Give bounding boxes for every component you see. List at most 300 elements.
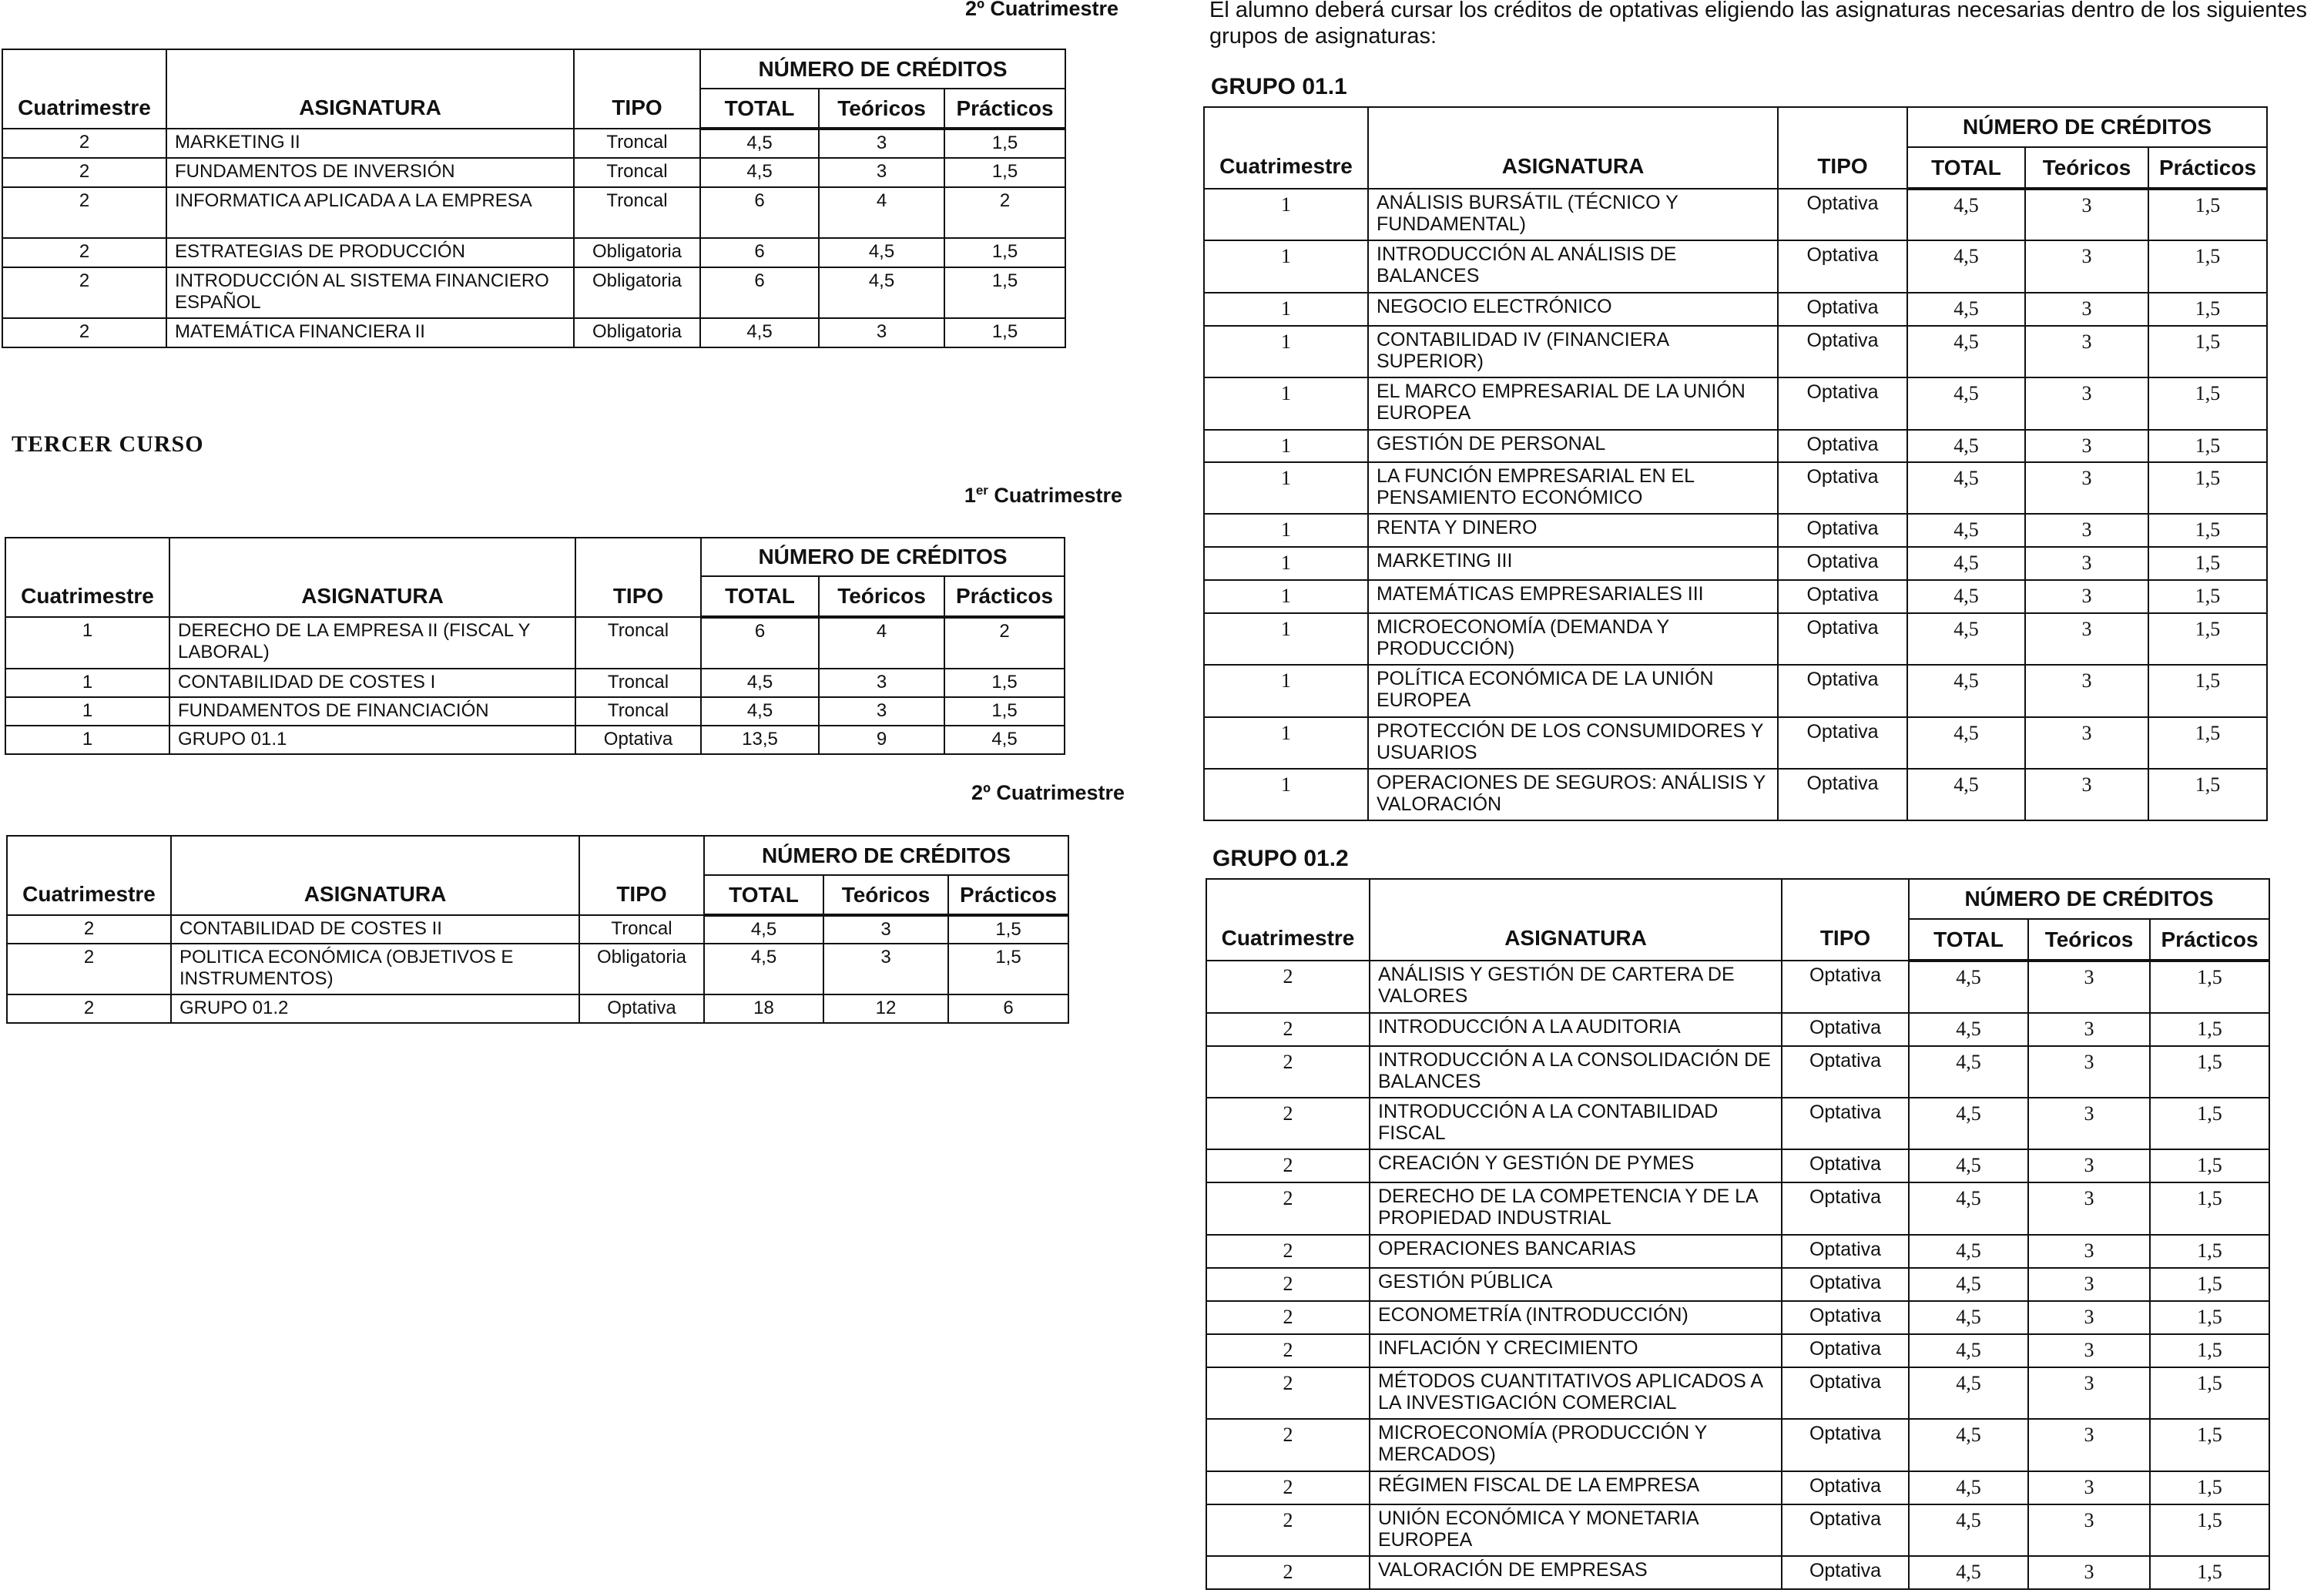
tipo-cell: Optativa	[579, 994, 704, 1023]
table-row	[1206, 1182, 2269, 1235]
practicos-cell: 1,5	[2148, 240, 2267, 293]
teoricos-cell: 3	[2028, 1268, 2150, 1301]
asignatura-cell: OPERACIONES DE SEGUROS: ANÁLISIS Y VALORACIÓN	[1368, 769, 1778, 820]
table-row	[2, 158, 1065, 187]
teoricos-cell: 3	[2028, 1182, 2150, 1235]
group-title-01-2: GRUPO 01.2	[1212, 846, 1349, 871]
table-row	[5, 726, 1065, 754]
col-header-total: TOTAL	[700, 89, 819, 129]
total-cell: 4,5	[1907, 430, 2025, 462]
tipo-cell: Optativa	[1782, 1334, 1909, 1367]
table-row	[1206, 1149, 2269, 1182]
table-row	[1204, 514, 2267, 547]
sem-superscript: er	[975, 483, 988, 498]
table-row	[2, 318, 1065, 347]
table-row	[1204, 189, 2267, 240]
cuatrimestre-cell: 2	[1206, 1268, 1370, 1301]
table-grupo-01-1	[1203, 106, 2268, 821]
asignatura-cell: OPERACIONES BANCARIAS	[1370, 1235, 1782, 1268]
total-cell: 4,5	[1907, 514, 2025, 547]
col-header-total: TOTAL	[704, 875, 823, 915]
tipo-cell: Optativa	[575, 726, 701, 754]
practicos-cell: 1,5	[944, 669, 1065, 697]
practicos-cell: 1,5	[948, 944, 1068, 994]
teoricos-cell: 9	[819, 726, 944, 754]
practicos-cell: 1,5	[2150, 1301, 2269, 1334]
tipo-cell: Optativa	[1782, 1235, 1909, 1268]
practicos-cell: 1,5	[2148, 293, 2267, 326]
practicos-cell: 1,5	[2148, 580, 2267, 613]
table-row	[7, 994, 1068, 1023]
teoricos-cell: 3	[2025, 430, 2148, 462]
practicos-cell: 1,5	[2148, 717, 2267, 769]
table-row	[2, 238, 1065, 267]
tipo-cell: Obligatoria	[579, 944, 704, 994]
total-cell: 4,5	[1907, 547, 2025, 580]
section-heading-segundo-cuatrimestre: 2º Cuatrimestre	[965, 0, 1118, 20]
table-row	[1204, 547, 2267, 580]
practicos-cell: 1,5	[2150, 1419, 2269, 1471]
total-cell: 4,5	[1907, 580, 2025, 613]
total-cell: 4,5	[1909, 1556, 2028, 1589]
course-heading: TERCER CURSO	[12, 431, 204, 457]
col-header-tipo: TIPO	[574, 49, 700, 129]
teoricos-cell: 3	[823, 944, 948, 994]
table-row	[1206, 1504, 2269, 1556]
tipo-cell: Optativa	[1778, 717, 1907, 769]
cuatrimestre-cell: 1	[1204, 769, 1368, 820]
practicos-cell: 1,5	[2150, 1334, 2269, 1367]
table-row	[2, 129, 1065, 158]
total-cell: 4,5	[1909, 1367, 2028, 1419]
total-cell: 4,5	[1909, 1098, 2028, 1149]
tipo-cell: Troncal	[579, 915, 704, 944]
col-header-creditos: NÚMERO DE CRÉDITOS	[700, 49, 1065, 89]
tipo-cell: Optativa	[1782, 1182, 1909, 1235]
cuatrimestre-cell: 2	[1206, 1182, 1370, 1235]
cuatrimestre-cell: 2	[1206, 1556, 1370, 1589]
teoricos-cell: 3	[823, 915, 948, 944]
asignatura-cell: FUNDAMENTOS DE INVERSIÓN	[166, 158, 574, 187]
sem-number: 1	[964, 484, 976, 507]
practicos-cell: 1,5	[2150, 1235, 2269, 1268]
total-cell: 4,5	[1907, 613, 2025, 665]
total-cell: 4,5	[700, 158, 819, 187]
col-header-total: TOTAL	[1907, 147, 2025, 189]
asignatura-cell: ANÁLISIS BURSÁTIL (TÉCNICO Y FUNDAMENTAL)	[1368, 189, 1778, 240]
tipo-cell: Optativa	[1782, 1149, 1909, 1182]
total-cell: 4,5	[700, 129, 819, 158]
asignatura-cell: POLÍTICA ECONÓMICA DE LA UNIÓN EUROPEA	[1368, 665, 1778, 717]
col-header-asignatura: ASIGNATURA	[1368, 107, 1778, 189]
section-heading-primer-cuatrimestre	[964, 483, 1122, 508]
teoricos-cell: 3	[2028, 1419, 2150, 1471]
asignatura-cell: CREACIÓN Y GESTIÓN DE PYMES	[1370, 1149, 1782, 1182]
teoricos-cell: 3	[2025, 717, 2148, 769]
total-cell: 4,5	[1909, 961, 2028, 1013]
table-row	[5, 617, 1065, 669]
table-tercer-curso-1-cuatrimestre	[5, 537, 1065, 755]
asignatura-cell: FUNDAMENTOS DE FINANCIACIÓN	[169, 697, 575, 726]
asignatura-cell: ESTRATEGIAS DE PRODUCCIÓN	[166, 238, 574, 267]
tipo-cell: Troncal	[574, 129, 700, 158]
tipo-cell: Optativa	[1782, 1367, 1909, 1419]
asignatura-cell: INFLACIÓN Y CRECIMIENTO	[1370, 1334, 1782, 1367]
col-header-practicos: Prácticos	[944, 576, 1065, 617]
asignatura-cell: MATEMÁTICA FINANCIERA II	[166, 318, 574, 347]
teoricos-cell: 4,5	[819, 267, 944, 318]
cuatrimestre-cell: 1	[5, 697, 169, 726]
table-row	[1204, 430, 2267, 462]
teoricos-cell: 3	[819, 318, 944, 347]
tipo-cell: Obligatoria	[574, 238, 700, 267]
col-header-practicos: Prácticos	[944, 89, 1065, 129]
tipo-cell: Troncal	[574, 158, 700, 187]
asignatura-cell: INTRODUCCIÓN AL ANÁLISIS DE BALANCES	[1368, 240, 1778, 293]
cuatrimestre-cell: 2	[7, 944, 171, 994]
teoricos-cell: 12	[823, 994, 948, 1023]
cuatrimestre-cell: 2	[2, 318, 166, 347]
tipo-cell: Optativa	[1778, 293, 1907, 326]
total-cell: 4,5	[1909, 1268, 2028, 1301]
tipo-cell: Optativa	[1782, 1419, 1909, 1471]
col-header-cuatrimestre: Cuatrimestre	[1206, 879, 1370, 961]
col-header-practicos: Prácticos	[948, 875, 1068, 915]
practicos-cell: 1,5	[2148, 613, 2267, 665]
teoricos-cell: 3	[2028, 1334, 2150, 1367]
asignatura-cell: INFORMATICA APLICADA A LA EMPRESA	[166, 187, 574, 238]
cuatrimestre-cell: 2	[2, 129, 166, 158]
cuatrimestre-cell: 2	[1206, 1334, 1370, 1367]
practicos-cell: 1,5	[944, 129, 1065, 158]
asignatura-cell: ECONOMETRÍA (INTRODUCCIÓN)	[1370, 1301, 1782, 1334]
teoricos-cell: 3	[2028, 1046, 2150, 1098]
practicos-cell: 1,5	[2150, 1471, 2269, 1504]
cuatrimestre-cell: 1	[5, 617, 169, 669]
total-cell: 4,5	[1909, 1301, 2028, 1334]
asignatura-cell: GRUPO 01.1	[169, 726, 575, 754]
col-header-creditos: NÚMERO DE CRÉDITOS	[1909, 879, 2269, 919]
total-cell: 4,5	[701, 697, 819, 726]
asignatura-cell: NEGOCIO ELECTRÓNICO	[1368, 293, 1778, 326]
sem-text: Cuatrimestre	[988, 484, 1122, 507]
asignatura-cell: DERECHO DE LA COMPETENCIA Y DE LA PROPIEDAD INDUSTRIAL	[1370, 1182, 1782, 1235]
group-title-01-1: GRUPO 01.1	[1211, 74, 1347, 99]
teoricos-cell: 3	[2028, 961, 2150, 1013]
asignatura-cell: POLITICA ECONÓMICA (OBJETIVOS E INSTRUMENTOS)	[171, 944, 579, 994]
tipo-cell: Optativa	[1778, 377, 1907, 430]
cuatrimestre-cell: 1	[1204, 189, 1368, 240]
tipo-cell: Troncal	[575, 617, 701, 669]
col-header-teoricos: Teóricos	[819, 89, 944, 129]
teoricos-cell: 4	[819, 617, 944, 669]
cuatrimestre-cell: 2	[1206, 1367, 1370, 1419]
col-header-tipo: TIPO	[1782, 879, 1909, 961]
total-cell: 4,5	[1909, 1149, 2028, 1182]
col-header-asignatura: ASIGNATURA	[166, 49, 574, 129]
cuatrimestre-cell: 1	[1204, 293, 1368, 326]
intro-paragraph: El alumno deberá cursar los créditos de optativas eligiendo las asignaturas necesarias dentro de los siguientes grupos de asignaturas:	[1209, 0, 2308, 49]
total-cell: 18	[704, 994, 823, 1023]
asignatura-cell: MATEMÁTICAS EMPRESARIALES III	[1368, 580, 1778, 613]
col-header-asignatura: ASIGNATURA	[171, 836, 579, 915]
practicos-cell: 1,5	[2150, 1504, 2269, 1556]
table-row	[1206, 1334, 2269, 1367]
practicos-cell: 1,5	[944, 158, 1065, 187]
asignatura-cell: CONTABILIDAD IV (FINANCIERA SUPERIOR)	[1368, 326, 1778, 377]
teoricos-cell: 3	[2025, 514, 2148, 547]
asignatura-cell: MARKETING III	[1368, 547, 1778, 580]
teoricos-cell: 3	[2028, 1504, 2150, 1556]
cuatrimestre-cell: 2	[2, 187, 166, 238]
total-cell: 4,5	[1907, 665, 2025, 717]
practicos-cell: 1,5	[2150, 961, 2269, 1013]
teoricos-cell: 3	[2028, 1556, 2150, 1589]
practicos-cell: 2	[944, 187, 1065, 238]
tipo-cell: Optativa	[1782, 1504, 1909, 1556]
teoricos-cell: 3	[2025, 613, 2148, 665]
tipo-cell: Optativa	[1778, 462, 1907, 514]
practicos-cell: 1,5	[944, 697, 1065, 726]
practicos-cell: 1,5	[2150, 1098, 2269, 1149]
teoricos-cell: 4,5	[819, 238, 944, 267]
col-header-creditos: NÚMERO DE CRÉDITOS	[701, 538, 1065, 576]
col-header-tipo: TIPO	[575, 538, 701, 617]
tipo-cell: Troncal	[575, 669, 701, 697]
teoricos-cell: 3	[2028, 1367, 2150, 1419]
cuatrimestre-cell: 2	[7, 915, 171, 944]
tipo-cell: Troncal	[575, 697, 701, 726]
cuatrimestre-cell: 2	[2, 267, 166, 318]
table-row	[1206, 1556, 2269, 1589]
asignatura-cell: EL MARCO EMPRESARIAL DE LA UNIÓN EUROPEA	[1368, 377, 1778, 430]
asignatura-cell: VALORACIÓN DE EMPRESAS	[1370, 1556, 1782, 1589]
total-cell: 4,5	[1909, 1471, 2028, 1504]
cuatrimestre-cell: 1	[1204, 665, 1368, 717]
practicos-cell: 1,5	[2150, 1367, 2269, 1419]
cuatrimestre-cell: 2	[1206, 1235, 1370, 1268]
asignatura-cell: ANÁLISIS Y GESTIÓN DE CARTERA DE VALORES	[1370, 961, 1782, 1013]
table-row	[1204, 580, 2267, 613]
cuatrimestre-cell: 2	[1206, 1149, 1370, 1182]
asignatura-cell: RÉGIMEN FISCAL DE LA EMPRESA	[1370, 1471, 1782, 1504]
table-row	[1204, 717, 2267, 769]
asignatura-cell: UNIÓN ECONÓMICA Y MONETARIA EUROPEA	[1370, 1504, 1782, 1556]
practicos-cell: 1,5	[2150, 1268, 2269, 1301]
total-cell: 13,5	[701, 726, 819, 754]
tipo-cell: Optativa	[1782, 1098, 1909, 1149]
table-row	[5, 697, 1065, 726]
col-header-teoricos: Teóricos	[2025, 147, 2148, 189]
table-row	[2, 267, 1065, 318]
asignatura-cell: LA FUNCIÓN EMPRESARIAL EN EL PENSAMIENTO ECONÓMICO	[1368, 462, 1778, 514]
col-header-practicos: Prácticos	[2150, 919, 2269, 961]
cuatrimestre-cell: 1	[5, 669, 169, 697]
cuatrimestre-cell: 1	[1204, 717, 1368, 769]
asignatura-cell: GESTIÓN PÚBLICA	[1370, 1268, 1782, 1301]
cuatrimestre-cell: 2	[1206, 1419, 1370, 1471]
asignatura-cell: CONTABILIDAD DE COSTES II	[171, 915, 579, 944]
tipo-cell: Optativa	[1782, 1013, 1909, 1046]
asignatura-cell: DERECHO DE LA EMPRESA II (FISCAL Y LABORAL)	[169, 617, 575, 669]
table-row	[7, 915, 1068, 944]
practicos-cell: 6	[948, 994, 1068, 1023]
total-cell: 4,5	[1907, 326, 2025, 377]
practicos-cell: 1,5	[944, 238, 1065, 267]
practicos-cell: 1,5	[2148, 547, 2267, 580]
tipo-cell: Optativa	[1782, 961, 1909, 1013]
col-header-teoricos: Teóricos	[2028, 919, 2150, 961]
table-row	[1204, 613, 2267, 665]
col-header-asignatura: ASIGNATURA	[1370, 879, 1782, 961]
total-cell: 6	[701, 617, 819, 669]
total-cell: 4,5	[701, 669, 819, 697]
asignatura-cell: GRUPO 01.2	[171, 994, 579, 1023]
asignatura-cell: MÉTODOS CUANTITATIVOS APLICADOS A LA INVESTIGACIÓN COMERCIAL	[1370, 1367, 1782, 1419]
teoricos-cell: 4	[819, 187, 944, 238]
total-cell: 4,5	[1909, 1334, 2028, 1367]
practicos-cell: 1,5	[2148, 326, 2267, 377]
practicos-cell: 1,5	[948, 915, 1068, 944]
practicos-cell: 1,5	[2148, 514, 2267, 547]
total-cell: 4,5	[1909, 1419, 2028, 1471]
practicos-cell: 1,5	[2148, 377, 2267, 430]
cuatrimestre-cell: 2	[1206, 1504, 1370, 1556]
section-heading-segundo-cuatrimestre-tercer: 2º Cuatrimestre	[971, 781, 1125, 804]
total-cell: 4,5	[1909, 1013, 2028, 1046]
table-row	[1206, 1013, 2269, 1046]
tipo-cell: Optativa	[1778, 514, 1907, 547]
cuatrimestre-cell: 1	[1204, 514, 1368, 547]
teoricos-cell: 3	[2025, 240, 2148, 293]
table-row	[1204, 293, 2267, 326]
teoricos-cell: 3	[819, 158, 944, 187]
practicos-cell: 1,5	[2148, 665, 2267, 717]
teoricos-cell: 3	[2025, 326, 2148, 377]
cuatrimestre-cell: 1	[1204, 580, 1368, 613]
total-cell: 4,5	[1909, 1046, 2028, 1098]
total-cell: 4,5	[704, 944, 823, 994]
practicos-cell: 1,5	[2148, 462, 2267, 514]
cuatrimestre-cell: 2	[1206, 1013, 1370, 1046]
asignatura-cell: MARKETING II	[166, 129, 574, 158]
teoricos-cell: 3	[2025, 189, 2148, 240]
asignatura-cell: CONTABILIDAD DE COSTES I	[169, 669, 575, 697]
practicos-cell: 1,5	[2150, 1013, 2269, 1046]
total-cell: 4,5	[1909, 1235, 2028, 1268]
table-row	[1206, 1268, 2269, 1301]
tipo-cell: Optativa	[1778, 580, 1907, 613]
tipo-cell: Optativa	[1782, 1268, 1909, 1301]
total-cell: 4,5	[1907, 240, 2025, 293]
practicos-cell: 1,5	[2150, 1556, 2269, 1589]
col-header-creditos: NÚMERO DE CRÉDITOS	[1907, 107, 2267, 147]
total-cell: 4,5	[700, 318, 819, 347]
total-cell: 4,5	[1907, 189, 2025, 240]
cuatrimestre-cell: 2	[1206, 1098, 1370, 1149]
cuatrimestre-cell: 2	[2, 238, 166, 267]
total-cell: 6	[700, 267, 819, 318]
asignatura-cell: RENTA Y DINERO	[1368, 514, 1778, 547]
teoricos-cell: 3	[2025, 547, 2148, 580]
teoricos-cell: 3	[2028, 1098, 2150, 1149]
table-grupo-01-2	[1206, 878, 2270, 1590]
asignatura-cell: INTRODUCCIÓN A LA AUDITORIA	[1370, 1013, 1782, 1046]
practicos-cell: 1,5	[2148, 189, 2267, 240]
tipo-cell: Optativa	[1778, 665, 1907, 717]
table-tercer-curso-2-cuatrimestre	[6, 835, 1069, 1024]
practicos-cell: 1,5	[944, 267, 1065, 318]
tipo-cell: Optativa	[1778, 189, 1907, 240]
col-header-total: TOTAL	[1909, 919, 2028, 961]
teoricos-cell: 3	[819, 669, 944, 697]
table-row	[1206, 1235, 2269, 1268]
teoricos-cell: 3	[2025, 665, 2148, 717]
teoricos-cell: 3	[2028, 1301, 2150, 1334]
practicos-cell: 1,5	[2150, 1046, 2269, 1098]
cuatrimestre-cell: 1	[1204, 547, 1368, 580]
cuatrimestre-cell: 1	[5, 726, 169, 754]
total-cell: 4,5	[1907, 769, 2025, 820]
cuatrimestre-cell: 2	[7, 994, 171, 1023]
table-row	[5, 669, 1065, 697]
teoricos-cell: 3	[2028, 1149, 2150, 1182]
total-cell: 4,5	[1909, 1504, 2028, 1556]
tipo-cell: Obligatoria	[574, 318, 700, 347]
asignatura-cell: GESTIÓN DE PERSONAL	[1368, 430, 1778, 462]
cuatrimestre-cell: 1	[1204, 326, 1368, 377]
table-row	[1204, 665, 2267, 717]
col-header-tipo: TIPO	[579, 836, 704, 915]
col-header-cuatrimestre: Cuatrimestre	[5, 538, 169, 617]
practicos-cell: 1,5	[2150, 1182, 2269, 1235]
teoricos-cell: 3	[2028, 1471, 2150, 1504]
teoricos-cell: 3	[2028, 1235, 2150, 1268]
col-header-cuatrimestre: Cuatrimestre	[7, 836, 171, 915]
tipo-cell: Optativa	[1782, 1301, 1909, 1334]
table-row	[2, 187, 1065, 238]
tipo-cell: Optativa	[1778, 240, 1907, 293]
tipo-cell: Obligatoria	[574, 267, 700, 318]
table-row	[1206, 961, 2269, 1013]
teoricos-cell: 3	[2025, 462, 2148, 514]
teoricos-cell: 3	[2025, 769, 2148, 820]
table-row	[1206, 1098, 2269, 1149]
tipo-cell: Optativa	[1778, 613, 1907, 665]
cuatrimestre-cell: 1	[1204, 430, 1368, 462]
teoricos-cell: 3	[2028, 1013, 2150, 1046]
teoricos-cell: 3	[819, 697, 944, 726]
tipo-cell: Troncal	[574, 187, 700, 238]
cuatrimestre-cell: 2	[1206, 1046, 1370, 1098]
practicos-cell: 1,5	[2148, 769, 2267, 820]
col-header-tipo: TIPO	[1778, 107, 1907, 189]
col-header-teoricos: Teóricos	[823, 875, 948, 915]
tipo-cell: Optativa	[1778, 769, 1907, 820]
tipo-cell: Optativa	[1782, 1556, 1909, 1589]
asignatura-cell: PROTECCIÓN DE LOS CONSUMIDORES Y USUARIOS	[1368, 717, 1778, 769]
total-cell: 4,5	[1909, 1182, 2028, 1235]
teoricos-cell: 3	[819, 129, 944, 158]
practicos-cell: 1,5	[2148, 430, 2267, 462]
cuatrimestre-cell: 1	[1204, 613, 1368, 665]
table-row	[1206, 1471, 2269, 1504]
total-cell: 6	[700, 187, 819, 238]
tipo-cell: Optativa	[1782, 1046, 1909, 1098]
total-cell: 6	[700, 238, 819, 267]
teoricos-cell: 3	[2025, 580, 2148, 613]
cuatrimestre-cell: 2	[1206, 1471, 1370, 1504]
